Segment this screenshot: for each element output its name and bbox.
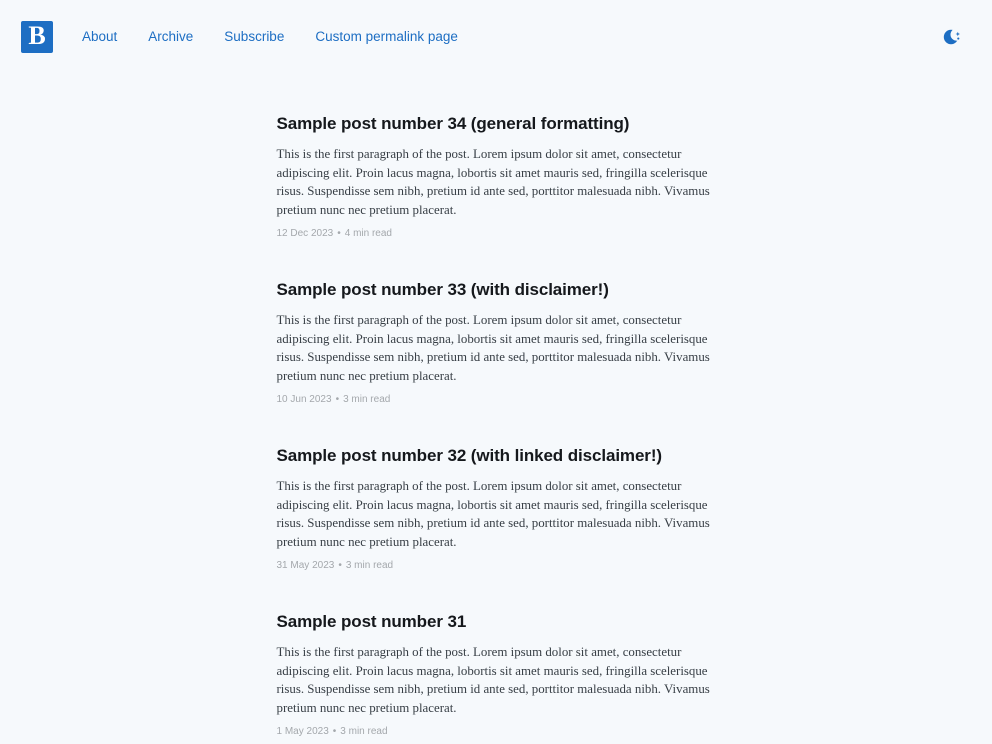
- post-meta: [277, 228, 716, 240]
- meta-separator: •: [337, 228, 341, 239]
- site-logo[interactable]: B: [21, 21, 53, 53]
- post-excerpt: This is the first paragraph of the post. Lorem ipsum dolor sit amet, consectetur adipiscing elit. Proin lacus magna, lobortis sit amet mauris sed, fringilla scelerisque risus. Suspendisse sem nibh, pretium id ante sed, porttitor malesuada nibh. Vivamus pretium nunc nec pretium placerat.: [276, 147, 710, 217]
- meta-separator: •: [338, 560, 342, 571]
- post-title[interactable]: Sample post number 32 (with linked disclaimer!): [276, 446, 662, 465]
- post-excerpt: This is the first paragraph of the post. Lorem ipsum dolor sit amet, consectetur adipiscing elit. Proin lacus magna, lobortis sit amet mauris sed, fringilla scelerisque risus. Suspendisse sem nibh, pretium id ante sed, porttitor malesuada nibh. Vivamus pretium nunc nec pretium placerat.: [276, 479, 710, 549]
- nav-link-custom-permalink-page[interactable]: Custom permalink page: [315, 29, 458, 44]
- nav-link-about[interactable]: About: [82, 29, 118, 44]
- post-list: [277, 74, 716, 738]
- post-meta: [277, 560, 716, 572]
- theme-toggle-button[interactable]: [943, 27, 963, 47]
- post-date: 1 May 2023: [276, 726, 329, 737]
- post-excerpt: This is the first paragraph of the post. Lorem ipsum dolor sit amet, consectetur adipiscing elit. Proin lacus magna, lobortis sit amet mauris sed, fringilla scelerisque risus. Suspendisse sem nibh, pretium id ante sed, porttitor malesuada nibh. Vivamus pretium nunc nec pretium placerat.: [276, 313, 710, 383]
- site-header: [0, 0, 992, 74]
- post-date: 12 Dec 2023: [276, 228, 334, 239]
- post-preview: [277, 280, 716, 406]
- post-meta: [277, 394, 716, 406]
- main-nav: [82, 29, 458, 45]
- post-read-time: 3 min read: [343, 394, 391, 405]
- post-preview: [277, 612, 716, 738]
- meta-separator: •: [332, 726, 337, 737]
- post-meta: [277, 726, 716, 738]
- moon-with-stars-icon: [943, 27, 963, 47]
- post-date: 10 Jun 2023: [276, 394, 332, 405]
- post-read-time: 3 min read: [340, 726, 388, 737]
- post-excerpt: This is the first paragraph of the post. Lorem ipsum dolor sit amet, consectetur adipiscing elit. Proin lacus magna, lobortis sit amet mauris sed, fringilla scelerisque risus. Suspendisse sem nibh, pretium id ante sed, porttitor malesuada nibh. Vivamus pretium nunc nec pretium placerat.: [276, 645, 710, 715]
- nav-link-archive[interactable]: Archive: [148, 29, 194, 44]
- post-preview: [277, 114, 716, 240]
- nav-link-subscribe[interactable]: Subscribe: [224, 29, 285, 44]
- post-title[interactable]: Sample post number 33 (with disclaimer!): [276, 280, 609, 299]
- post-title[interactable]: Sample post number 34 (general formatting): [276, 114, 630, 133]
- post-preview: [277, 446, 716, 572]
- post-read-time: 3 min read: [345, 560, 394, 571]
- meta-separator: •: [335, 394, 340, 405]
- post-read-time: 4 min read: [344, 228, 392, 239]
- post-date: 31 May 2023: [276, 560, 335, 571]
- post-title[interactable]: Sample post number 31: [276, 612, 467, 631]
